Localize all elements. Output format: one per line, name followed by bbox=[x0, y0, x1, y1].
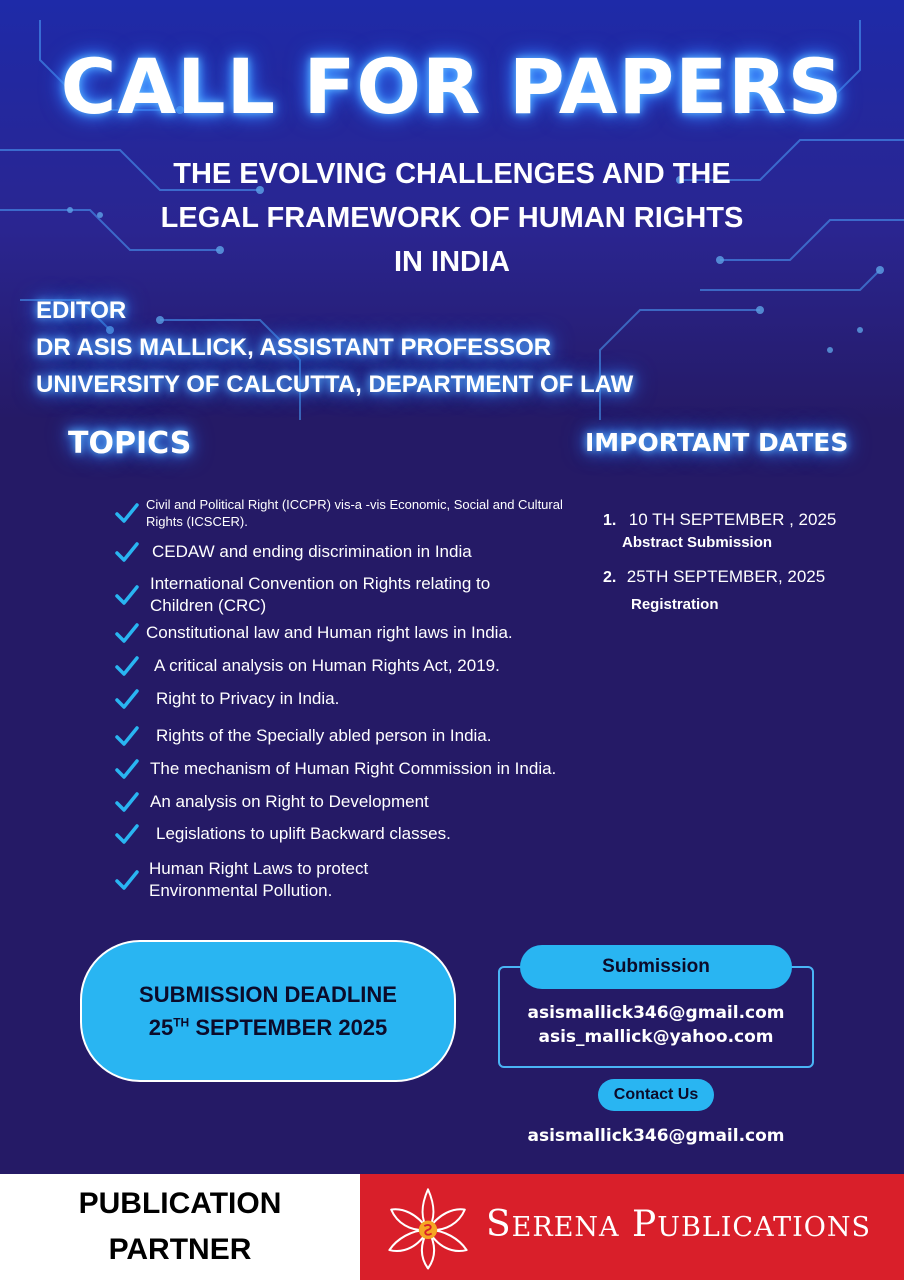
date-value: 25TH SEPTEMBER, 2025 bbox=[626, 567, 826, 586]
topic-text: Civil and Political Right (ICCPR) vis-a -vis Economic, Social and Cultural Rights (ICSCER). bbox=[146, 497, 563, 529]
theme-line: IN INDIA bbox=[394, 246, 510, 278]
topic-item bbox=[114, 758, 556, 780]
deadline-day: 25 bbox=[148, 1015, 174, 1040]
topic-item bbox=[114, 541, 472, 563]
topic-item bbox=[114, 655, 500, 677]
date-number: 1. bbox=[603, 512, 617, 529]
topic-item bbox=[114, 823, 451, 845]
topic-text: Right to Privacy in India. bbox=[156, 689, 340, 708]
conference-theme bbox=[100, 152, 804, 284]
deadline-date bbox=[149, 1011, 388, 1044]
partner-label: PUBLICATION bbox=[78, 1187, 282, 1220]
date-label: Registration bbox=[631, 596, 719, 613]
topic-text: International Convention on Rights relating to Children (CRC) bbox=[150, 574, 491, 615]
checkmark-icon bbox=[114, 541, 140, 563]
serena-lotus-logo-icon bbox=[382, 1182, 474, 1274]
topic-item bbox=[114, 858, 396, 902]
editor-label: EDITOR bbox=[36, 297, 127, 324]
publisher-initial: P bbox=[632, 1204, 658, 1245]
editor-block bbox=[36, 292, 633, 403]
publisher-panel bbox=[360, 1174, 904, 1280]
topic-text: Human Right Laws to protect Environmental Pollution. bbox=[149, 859, 369, 900]
topic-text: The mechanism of Human Right Commission in India. bbox=[150, 759, 557, 778]
checkmark-icon bbox=[114, 869, 140, 891]
publisher-word: ERENA bbox=[511, 1212, 620, 1243]
theme-line: LEGAL FRAMEWORK OF HUMAN RIGHTS bbox=[160, 202, 744, 234]
contact-us-label: Contact Us bbox=[598, 1079, 714, 1111]
checkmark-icon bbox=[114, 725, 140, 747]
important-dates-heading: IMPORTANT DATES bbox=[585, 428, 849, 457]
editor-name: DR ASIS MALLICK, ASSISTANT PROFESSOR bbox=[36, 334, 552, 361]
checkmark-icon bbox=[114, 502, 140, 524]
checkmark-icon bbox=[114, 655, 140, 677]
topic-item bbox=[114, 622, 513, 644]
publication-partner-panel bbox=[0, 1174, 360, 1280]
checkmark-icon bbox=[114, 758, 140, 780]
submission-emails bbox=[500, 1001, 812, 1049]
submission-label: Submission bbox=[520, 945, 792, 989]
publisher-word: UBLICATIONS bbox=[657, 1212, 872, 1243]
topic-item bbox=[114, 688, 339, 710]
checkmark-icon bbox=[114, 584, 140, 606]
topics-heading: TOPICS bbox=[68, 426, 192, 461]
date-label: Abstract Submission bbox=[622, 534, 773, 551]
theme-line: THE EVOLVING CHALLENGES AND THE bbox=[173, 158, 731, 190]
deadline-rest: SEPTEMBER 2025 bbox=[189, 1015, 388, 1040]
checkmark-icon bbox=[114, 622, 140, 644]
topic-item bbox=[114, 791, 429, 813]
date-item bbox=[603, 510, 836, 530]
checkmark-icon bbox=[114, 823, 140, 845]
topic-text: Constitutional law and Human right laws in India. bbox=[146, 623, 513, 642]
topic-text: Rights of the Specially abled person in India. bbox=[156, 726, 492, 745]
deadline-label: SUBMISSION DEADLINE bbox=[139, 982, 397, 1007]
checkmark-icon bbox=[114, 688, 140, 710]
date-item bbox=[603, 567, 825, 587]
topic-item bbox=[114, 573, 536, 617]
page-title: CALL FOR PAPERS bbox=[60, 42, 844, 131]
topic-item bbox=[114, 496, 566, 530]
topic-text: An analysis on Right to Development bbox=[150, 792, 429, 811]
publisher-initial: S bbox=[486, 1204, 512, 1245]
contact-email-link[interactable]: asismallick346@gmail.com bbox=[527, 1126, 785, 1146]
partner-label: PARTNER bbox=[108, 1233, 252, 1266]
date-value: 10 TH SEPTEMBER , 2025 bbox=[628, 510, 837, 529]
date-number: 2. bbox=[603, 569, 617, 586]
topic-text: A critical analysis on Human Rights Act, 2019. bbox=[154, 656, 500, 675]
topic-item bbox=[114, 725, 491, 747]
submission-deadline-box bbox=[80, 940, 456, 1082]
topic-text: CEDAW and ending discrimination in India bbox=[152, 542, 472, 561]
topic-text: Legislations to uplift Backward classes. bbox=[156, 824, 451, 843]
publisher-name bbox=[486, 1204, 871, 1245]
editor-affiliation: UNIVERSITY OF CALCUTTA, DEPARTMENT OF LAW bbox=[36, 371, 634, 398]
submission-email-link[interactable]: asismallick346@gmail.com bbox=[527, 1003, 785, 1023]
deadline-suffix: TH bbox=[173, 1015, 190, 1030]
submission-email-link[interactable]: asis_mallick@yahoo.com bbox=[538, 1027, 774, 1047]
checkmark-icon bbox=[114, 791, 140, 813]
